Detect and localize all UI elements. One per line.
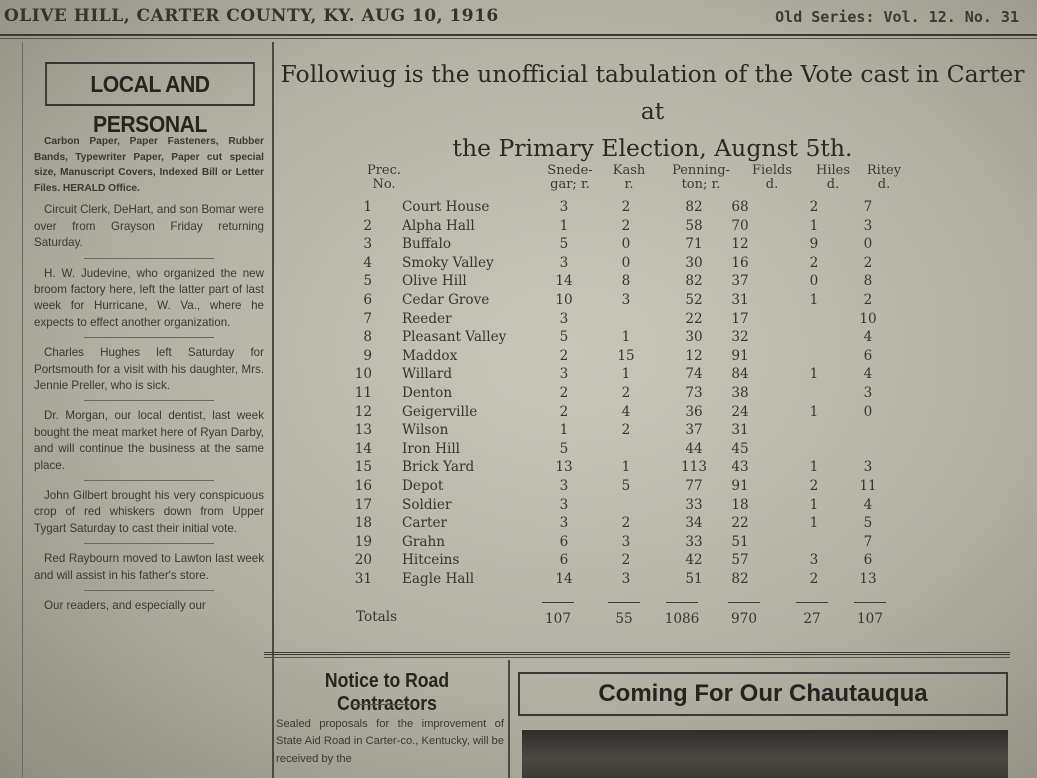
- precinct-name: Depot: [402, 478, 444, 494]
- item-separator: [84, 590, 214, 591]
- precinct-number: 13: [354, 422, 372, 439]
- header-prec-line1: Prec.: [366, 163, 402, 178]
- vote-snedegar: 3: [559, 478, 569, 494]
- vote-tabulation-section: [274, 42, 1037, 652]
- precinct-name: Grahn: [402, 533, 445, 550]
- vote-fields: 37: [731, 273, 749, 290]
- vote-ritey: 11: [859, 478, 877, 494]
- vote-fields: 43: [731, 459, 749, 476]
- vote-hiles: 2: [809, 254, 819, 271]
- header-prec-line2: No.: [372, 177, 396, 192]
- vote-snedegar: 10: [555, 292, 573, 308]
- local-and-personal-body: [34, 134, 264, 621]
- precinct-name: Denton: [402, 385, 453, 401]
- vote-ritey: 3: [863, 217, 873, 234]
- vote-kash: 5: [621, 478, 631, 494]
- precinct-name: Eagle Hall: [402, 571, 475, 587]
- vote-snedegar: 3: [559, 515, 569, 532]
- vote-fields: 68: [731, 199, 749, 215]
- precinct-name: Reeder: [402, 310, 452, 327]
- chautauqua-photo: [522, 730, 1008, 778]
- vote-pennington: 52: [685, 292, 703, 308]
- header-fields-line1: Fields: [751, 163, 793, 178]
- vote-snedegar: 1: [559, 217, 569, 234]
- vote-kash: 2: [621, 422, 631, 439]
- precinct-number: 8: [363, 329, 372, 346]
- precinct-name: Buffalo: [402, 236, 452, 253]
- header-hiles: [808, 164, 858, 192]
- precinct-number: 14: [354, 440, 372, 457]
- header-snedegar-line2: gar; r.: [550, 177, 590, 192]
- precinct-number: 6: [363, 292, 372, 308]
- vote-kash: 2: [621, 552, 631, 569]
- vote-snedegar: 5: [559, 329, 569, 346]
- road-contractors-notice: [262, 660, 510, 778]
- precinct-name: Iron Hill: [402, 440, 461, 457]
- vote-pennington: 33: [685, 496, 703, 513]
- precinct-number: 11: [354, 385, 372, 401]
- vote-kash: 2: [621, 385, 631, 401]
- vote-hiles: 1: [809, 496, 819, 513]
- total-fields: 970: [731, 611, 757, 627]
- header-kash-line2: r.: [624, 177, 634, 192]
- vote-snedegar: 6: [559, 533, 569, 550]
- header-pennington: [666, 164, 736, 192]
- vote-snedegar: 3: [559, 254, 569, 271]
- vote-snedegar: 6: [559, 552, 569, 569]
- precinct-number: 5: [363, 273, 372, 290]
- vote-fields: 22: [731, 515, 749, 532]
- vote-fields: 91: [731, 478, 749, 494]
- vote-fields: 70: [731, 217, 749, 234]
- headline-line-1: Followiug is the unofficial tabulation of the Vote cast in Carter at: [280, 60, 1025, 125]
- news-item: Carbon Paper, Paper Fasteners, Rubber Bands, Typewriter Paper, Paper cut special size, Manuscript Covers, Indexed Bill or Letter Files. HERALD Office.: [34, 136, 264, 194]
- vote-pennington: 51: [685, 571, 703, 587]
- precinct-number: 3: [363, 236, 372, 253]
- precinct-number: 7: [363, 310, 372, 327]
- vote-pennington: 30: [685, 254, 703, 271]
- vote-fields: 45: [731, 440, 749, 457]
- vote-kash: 3: [621, 571, 631, 587]
- section-rule-thin: [264, 657, 1010, 658]
- precinct-number: 16: [354, 478, 372, 494]
- precinct-number: 18: [354, 515, 372, 532]
- vote-snedegar: 3: [559, 310, 569, 327]
- vote-ritey: 5: [863, 515, 873, 532]
- vote-ritey: 7: [863, 533, 873, 550]
- vote-kash: 1: [621, 329, 631, 346]
- vote-pennington: 58: [685, 217, 703, 234]
- news-item: Dr. Morgan, our local dentist, last week bought the meat market here of Ryan Darby, and will continue the business at the same place.: [34, 409, 264, 472]
- vote-kash: 3: [621, 533, 631, 550]
- item-separator: [84, 400, 214, 401]
- precinct-name: Soldier: [402, 496, 452, 513]
- vote-ritey: 0: [863, 403, 873, 420]
- vote-hiles: 1: [809, 515, 819, 532]
- precinct-number: 10: [354, 366, 372, 383]
- vote-pennington: 82: [685, 199, 703, 215]
- total-hiles: 27: [803, 611, 821, 627]
- vote-pennington: 36: [685, 403, 703, 420]
- precinct-name: Pleasant Valley: [402, 329, 507, 346]
- vote-snedegar: 14: [555, 571, 573, 587]
- precinct-number: 4: [363, 254, 372, 271]
- header-kash-line1: Kash: [612, 163, 646, 178]
- vote-pennington: 33: [685, 533, 703, 550]
- vote-hiles: 9: [809, 236, 819, 253]
- vote-fields: 31: [731, 422, 749, 439]
- precinct-number: 20: [354, 552, 372, 569]
- sum-rule: [728, 602, 760, 603]
- sum-rule: [854, 602, 886, 603]
- sum-rule: [542, 602, 574, 603]
- vote-ritey: 3: [863, 385, 873, 401]
- precinct-number: 19: [354, 533, 372, 550]
- vote-ritey: 4: [863, 496, 873, 513]
- vote-ritey: 10: [859, 310, 877, 327]
- vote-hiles: 1: [809, 403, 819, 420]
- precinct-name: Willard: [402, 366, 453, 383]
- item-separator: [84, 337, 214, 338]
- vote-hiles: 1: [809, 366, 819, 383]
- section-rule: [264, 652, 1010, 655]
- vote-ritey: 4: [863, 329, 873, 346]
- precinct-name: Geigerville: [402, 403, 478, 420]
- header-fields-line2: d.: [765, 177, 779, 192]
- precinct-number: 9: [363, 347, 372, 364]
- series-number: Old Series: Vol. 12. No. 31: [775, 8, 1019, 26]
- header-hiles-line1: Hiles: [815, 163, 851, 178]
- vote-kash: 0: [621, 236, 631, 253]
- header-kash: [604, 164, 654, 192]
- precinct-name: Alpha Hall: [402, 217, 475, 234]
- header-rule: [0, 38, 1037, 39]
- vote-hiles: 3: [809, 552, 819, 569]
- news-item: Charles Hughes left Saturday for Portsmouth for a visit with his daughter, Mrs. Jennie Preller, who is sick.: [34, 346, 264, 393]
- vote-fields: 32: [731, 329, 749, 346]
- total-kash: 55: [615, 611, 633, 627]
- notice-body: Sealed proposals for the improvement of State Aid Road in Carter-co., Kentucky, will be received by the: [276, 718, 504, 765]
- vote-kash: 4: [621, 403, 631, 420]
- vote-ritey: 6: [863, 552, 873, 569]
- precinct-name: Wilson: [402, 422, 449, 439]
- precinct-name: Maddox: [402, 347, 458, 364]
- vote-hiles: 2: [809, 478, 819, 494]
- header-hiles-line2: d.: [826, 177, 840, 192]
- vote-fields: 12: [731, 236, 749, 253]
- news-item: Circuit Clerk, DeHart, and son Bomar were over from Grayson Friday returning Saturday.: [34, 203, 264, 250]
- vote-pennington: 22: [685, 310, 703, 327]
- header-pennington-line2: ton; r.: [681, 177, 721, 192]
- header-snedegar-line1: Snede-: [547, 163, 593, 178]
- vote-fields: 31: [731, 292, 749, 308]
- vote-snedegar: 3: [559, 199, 569, 215]
- vote-pennington: 34: [685, 515, 703, 532]
- vote-fields: 91: [731, 347, 749, 364]
- vote-pennington: 37: [685, 422, 703, 439]
- vote-kash: 15: [617, 347, 635, 364]
- vote-snedegar: 2: [559, 385, 569, 401]
- vote-snedegar: 13: [555, 459, 573, 476]
- vote-snedegar: 3: [559, 366, 569, 383]
- vote-snedegar: 2: [559, 347, 569, 364]
- vote-kash: 2: [621, 217, 631, 234]
- total-snedegar: 107: [545, 611, 571, 627]
- tabulation-headline: [280, 56, 1025, 167]
- masthead-bar: [0, 0, 1037, 36]
- vote-snedegar: 1: [559, 422, 569, 439]
- vote-fields: 17: [731, 310, 749, 327]
- totals-label: Totals: [356, 609, 398, 625]
- vote-kash: 3: [621, 292, 631, 308]
- news-item: Red Raybourn moved to Lawton last week and will assist in his father's store.: [34, 552, 264, 582]
- vote-pennington: 44: [685, 440, 703, 457]
- vote-hiles: 1: [809, 217, 819, 234]
- vote-snedegar: 5: [559, 236, 569, 253]
- vote-snedegar: 14: [555, 273, 573, 290]
- vote-snedegar: 2: [559, 403, 569, 420]
- vote-hiles: 2: [809, 199, 819, 215]
- local-and-personal-column: [0, 42, 274, 778]
- precinct-name: Olive Hill: [402, 273, 467, 290]
- vote-hiles: 2: [809, 571, 819, 587]
- precinct-number: 31: [354, 571, 372, 587]
- vote-ritey: 6: [863, 347, 873, 364]
- notice-rule: [352, 704, 412, 705]
- total-pennington: 1086: [664, 611, 700, 627]
- total-ritey: 107: [857, 611, 883, 627]
- vote-pennington: 30: [685, 329, 703, 346]
- vote-pennington: 77: [685, 478, 703, 494]
- column-margin-line: [22, 42, 23, 778]
- vote-hiles: 0: [809, 273, 819, 290]
- header-fields: [742, 164, 802, 192]
- masthead-dateline: OLIVE HILL, CARTER COUNTY, KY. AUG 10, 1916: [4, 6, 499, 26]
- vote-hiles: 1: [809, 459, 819, 476]
- vote-fields: 57: [731, 552, 749, 569]
- vote-ritey: 0: [863, 236, 873, 253]
- vote-pennington: 73: [685, 385, 703, 401]
- item-separator: [84, 543, 214, 544]
- vote-ritey: 4: [863, 366, 873, 383]
- vote-ritey: 8: [863, 273, 873, 290]
- chautauqua-headline: Coming For Our Chautauqua: [518, 672, 1008, 716]
- vote-pennington: 113: [681, 459, 707, 476]
- vote-ritey: 13: [859, 571, 877, 587]
- news-item: Our readers, and especially our: [44, 599, 206, 613]
- vote-fields: 24: [731, 403, 749, 420]
- header-snedegar: [542, 164, 598, 192]
- vote-pennington: 12: [685, 347, 703, 364]
- vote-pennington: 71: [685, 236, 703, 253]
- vote-pennington: 42: [685, 552, 703, 569]
- vote-fields: 51: [731, 533, 749, 550]
- vote-ritey: 2: [863, 292, 873, 308]
- vote-pennington: 82: [685, 273, 703, 290]
- header-ritey: [856, 164, 912, 192]
- precinct-number: 15: [354, 459, 372, 476]
- vote-hiles: 1: [809, 292, 819, 308]
- header-ritey-line1: Ritey: [866, 163, 902, 178]
- vote-kash: 2: [621, 199, 631, 215]
- precinct-number: 17: [354, 496, 372, 513]
- precinct-number: 2: [363, 217, 372, 234]
- precinct-number: 1: [363, 199, 372, 215]
- headline-line-2: the Primary Election, Augnst 5th.: [452, 134, 853, 162]
- precinct-name: Brick Yard: [402, 459, 475, 476]
- vote-ritey: 2: [863, 254, 873, 271]
- vote-kash: 1: [621, 459, 631, 476]
- precinct-name: Smoky Valley: [402, 254, 494, 271]
- vote-ritey: 7: [863, 199, 873, 215]
- vote-kash: 2: [621, 515, 631, 532]
- vote-fields: 16: [731, 254, 749, 271]
- vote-pennington: 74: [685, 366, 703, 383]
- item-separator: [84, 480, 214, 481]
- precinct-number: 12: [354, 403, 372, 420]
- vote-ritey: 3: [863, 459, 873, 476]
- vote-kash: 0: [621, 254, 631, 271]
- vote-kash: 8: [621, 273, 631, 290]
- vote-fields: 84: [731, 366, 749, 383]
- notice-title: Notice to Road Contractors: [324, 670, 450, 715]
- news-item: H. W. Judevine, who organized the new broom factory here, left the latter part of last week for Hurricane, W. Va., where he expects to effect another organization.: [34, 266, 264, 329]
- precinct-name: Carter: [402, 515, 448, 532]
- precinct-name: Cedar Grove: [402, 292, 490, 308]
- sum-rule: [796, 602, 828, 603]
- vote-fields: 82: [731, 571, 749, 587]
- vote-fields: 38: [731, 385, 749, 401]
- precinct-name: Court House: [402, 199, 490, 215]
- news-item: John Gilbert brought his very conspicuous crop of red whiskers down from Upper Tygart Saturday to cast their initial vote.: [34, 489, 264, 535]
- item-separator: [84, 258, 214, 259]
- sum-rule: [666, 602, 698, 603]
- sum-rule: [608, 602, 640, 603]
- precinct-name: Hitceins: [402, 552, 460, 569]
- vote-snedegar: 5: [559, 440, 569, 457]
- local-and-personal-title: LOCAL AND PERSONAL: [45, 62, 255, 106]
- header-pennington-line1: Penning-: [672, 163, 730, 178]
- vote-kash: 1: [621, 366, 631, 383]
- header-prec: [354, 164, 414, 192]
- vote-fields: 18: [731, 496, 749, 513]
- header-ritey-line2: d.: [877, 177, 891, 192]
- vote-snedegar: 3: [559, 496, 569, 513]
